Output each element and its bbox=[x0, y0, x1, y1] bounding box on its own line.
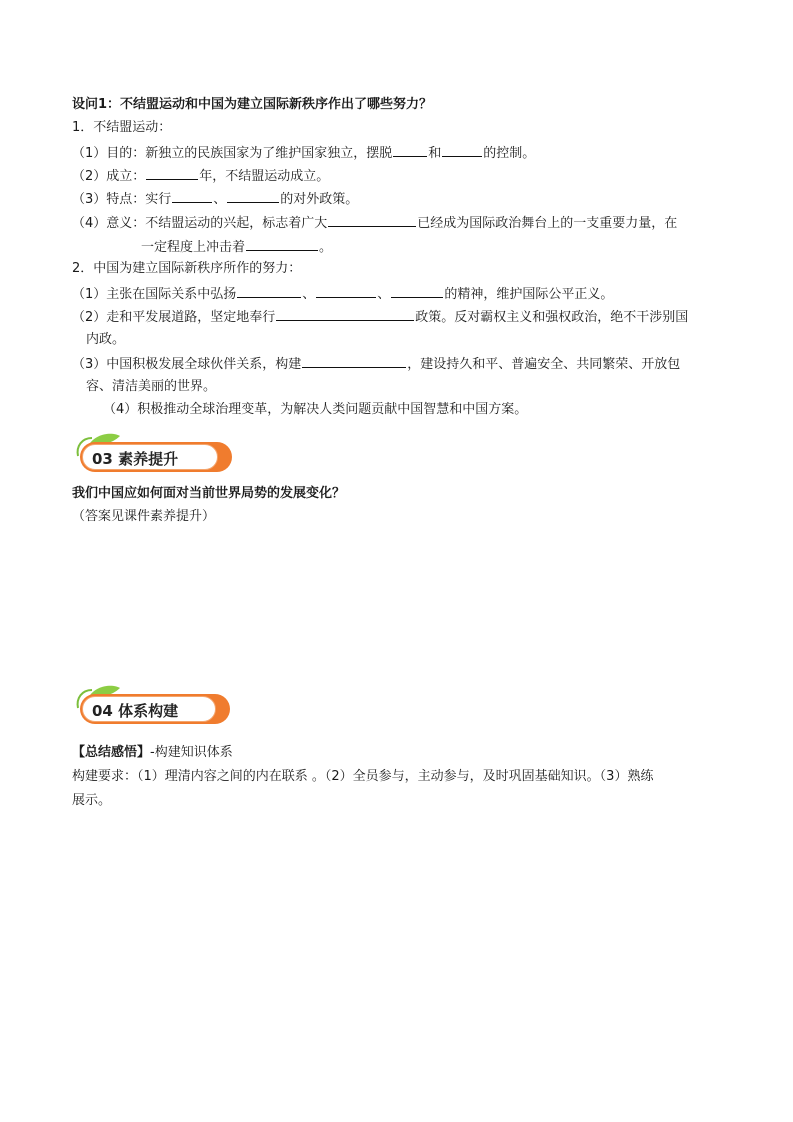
question-1-title: 设问1：不结盟运动和中国为建立国际新秩序作出了哪些努力？ bbox=[72, 97, 433, 112]
nam-significance-cont: 一定程度上冲击着 。 bbox=[141, 236, 332, 258]
section-03-badge bbox=[68, 428, 238, 480]
section-03-question: 我们中国应如何面对当前世界局势的发展变化？ bbox=[72, 486, 346, 501]
nam-feature: （3）特点：实行 、 的对外政策。 bbox=[72, 188, 358, 210]
summary-heading: 【总结感悟】-构建知识体系 bbox=[72, 745, 233, 760]
requirements-line-1: 构建要求：（1）理清内容之间的内在联系 。（2）全员参与，主动参与，及时巩固基础知识。（3）熟练 bbox=[72, 769, 654, 784]
nam-heading: 1．不结盟运动： bbox=[72, 120, 172, 135]
china-item-1: （1）主张在国际关系中弘扬 、 、 的精神，维护国际公平正义。 bbox=[72, 283, 613, 305]
requirements-line-2: 展示。 bbox=[72, 793, 112, 808]
section-03-title: 03 素养提升 bbox=[92, 450, 179, 468]
china-item-2-cont: 内政。 bbox=[86, 332, 126, 347]
china-item-3: （3）中国积极发展全球伙伴关系，构建 ，建设持久和平、普遍安全、共同繁荣、开放包 bbox=[72, 353, 680, 375]
section-04-badge bbox=[68, 680, 238, 732]
nam-purpose: （1）目的：新独立的民族国家为了维护国家独立，摆脱 和 的控制。 bbox=[72, 142, 535, 164]
china-heading: 2．中国为建立国际新秩序所作的努力： bbox=[72, 261, 302, 276]
nam-significance: （4）意义：不结盟运动的兴起，标志着广大 已经成为国际政治舞台上的一支重要力量，在 bbox=[72, 212, 677, 234]
nam-founding: （2）成立： 年，不结盟运动成立。 bbox=[72, 165, 329, 187]
china-item-4: （4）积极推动全球治理变革，为解决人类问题贡献中国智慧和中国方案。 bbox=[103, 402, 528, 417]
section-04-title: 04 体系构建 bbox=[92, 702, 179, 720]
section-03-note: （答案见课件素养提升） bbox=[72, 509, 216, 524]
china-item-3-cont: 容、清洁美丽的世界。 bbox=[86, 379, 217, 394]
china-item-2: （2）走和平发展道路，坚定地奉行 政策。反对霸权主义和强权政治，绝不干涉别国 bbox=[72, 306, 688, 328]
